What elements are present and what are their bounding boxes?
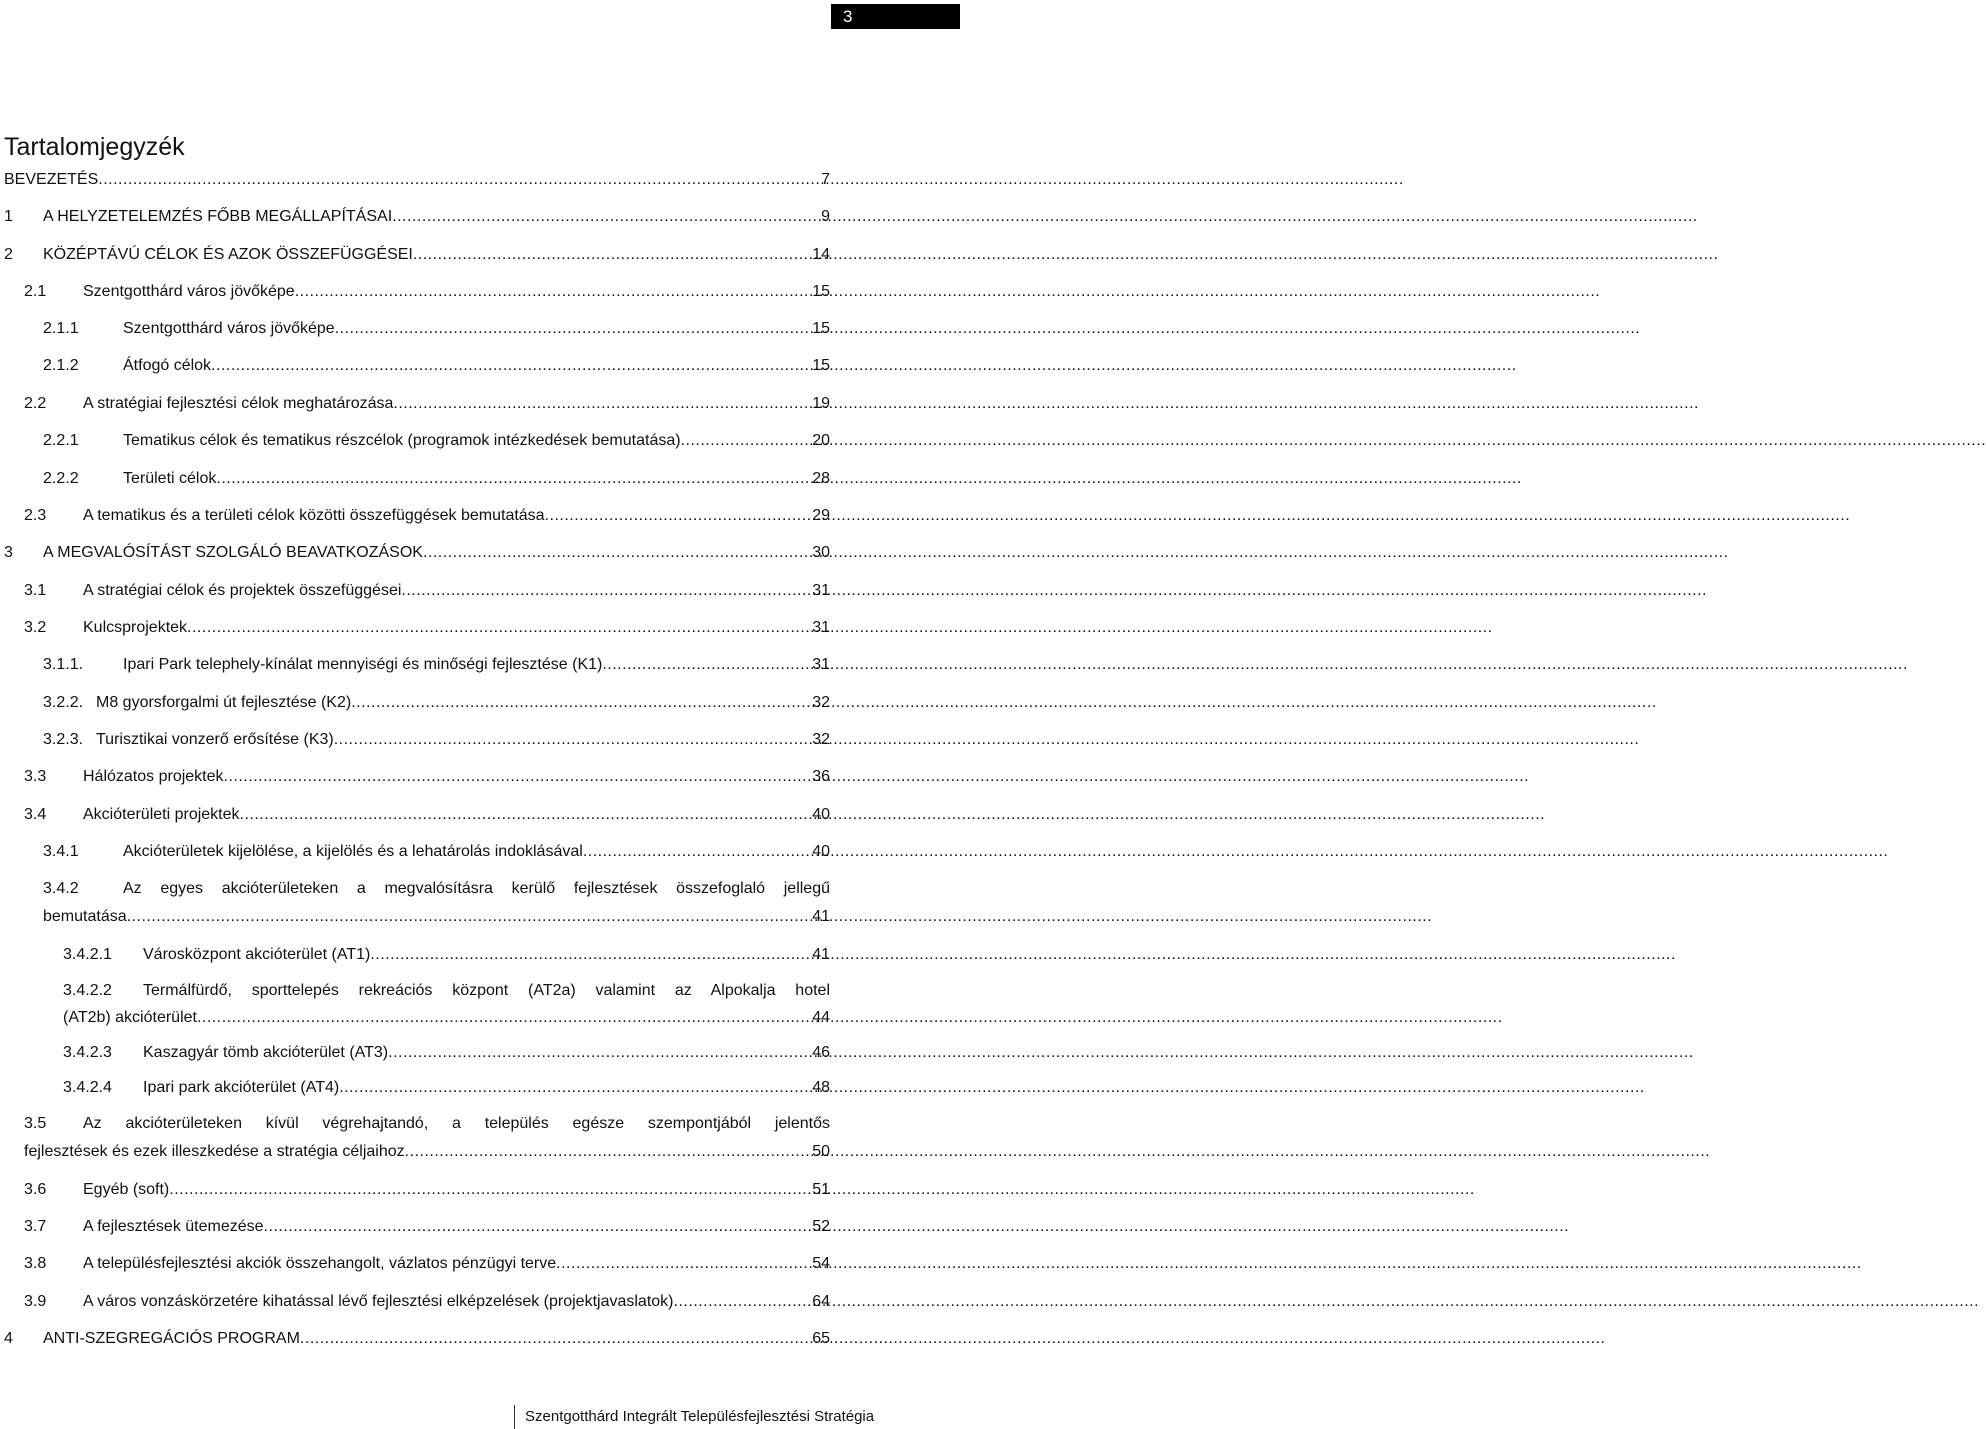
page-footer: Szentgotthárd Integrált Településfejlesztési Stratégia — [514, 1405, 916, 1429]
toc-entry-page: 64 — [812, 1293, 830, 1310]
toc-entry-title: A stratégiai fejlesztési célok meghatározása — [83, 395, 394, 412]
toc-entry-3-7[interactable] — [24, 1217, 830, 1237]
toc-entry-title: Egyéb (soft) — [83, 1181, 170, 1198]
toc-entry-3-4-2-3[interactable] — [63, 1043, 830, 1063]
toc-entry-number: 3.5 — [24, 1115, 47, 1132]
toc-entry-number: 3.6 — [24, 1181, 47, 1198]
toc-entry-2-1-1[interactable] — [43, 319, 830, 339]
toc-entry-3-4-2[interactable] — [43, 879, 830, 927]
dot-leader — [295, 282, 809, 302]
toc-entry-number: 2.1 — [24, 283, 47, 300]
toc-entry-title: A stratégiai célok és projektek összefüggései — [83, 582, 402, 599]
toc-entry-number: 2.2.1 — [43, 432, 79, 449]
dot-leader — [339, 1078, 808, 1098]
toc-entry-number: 3.4.1 — [43, 843, 79, 860]
toc-entry-page: 9 — [821, 208, 830, 225]
toc-entry-title-line2: bemutatása — [43, 908, 127, 925]
dot-leader — [423, 543, 808, 563]
dot-leader — [127, 907, 809, 927]
toc-entry-2-2-2[interactable] — [43, 469, 830, 489]
toc-entry-3-1-1[interactable] — [43, 655, 830, 675]
toc-entry-page: 7 — [821, 171, 830, 188]
dot-leader — [388, 1043, 808, 1063]
dot-leader — [240, 805, 809, 825]
toc-entry-page: 41 — [812, 946, 830, 963]
toc-entry-title: ANTI-SZEGREGÁCIÓS PROGRAM — [43, 1330, 300, 1347]
toc-entry-3-5[interactable] — [24, 1114, 830, 1162]
dot-leader — [393, 394, 808, 414]
toc-entry-title: Kulcsprojektek — [83, 619, 188, 636]
toc-entry-page: 48 — [812, 1079, 830, 1096]
toc-entry-4[interactable] — [4, 1329, 830, 1349]
dot-leader — [197, 1008, 808, 1028]
toc-entry-page: 36 — [812, 768, 830, 785]
toc-entry-number: 2.2 — [24, 395, 47, 412]
dot-leader — [545, 506, 809, 526]
toc-entry-title-line1: Az akcióterületeken kívül végrehajtandó, a település egésze szempontjából jelentős — [83, 1115, 830, 1132]
toc-entry-3-4[interactable] — [24, 805, 830, 825]
toc-entry-number: 3.3 — [24, 768, 47, 785]
toc-entry-number: 3.4.2.4 — [63, 1079, 112, 1096]
toc-entry-title: Turisztikai vonzerő erősítése (K3) — [96, 731, 334, 748]
toc-entry-page: 32 — [812, 731, 830, 748]
toc-entry-number: 2 — [4, 246, 13, 263]
toc-entry-number: 3.2.2. — [43, 694, 84, 711]
toc-entry-2[interactable] — [4, 245, 830, 265]
toc-entry-title: Szentgotthárd város jövőképe — [123, 320, 335, 337]
toc-entry-page: 14 — [812, 246, 830, 263]
dot-leader — [674, 1292, 809, 1312]
toc-entry-title-line2: (AT2b) akcióterület — [63, 1009, 197, 1026]
toc-entry-number: 2.1.1 — [43, 320, 79, 337]
toc-entry-3-4-1[interactable] — [43, 842, 830, 862]
toc-entry-title: Akcióterületek kijelölése, a kijelölés és a lehatárolás indoklásával — [123, 843, 583, 860]
dot-leader — [98, 170, 817, 190]
toc-entry-title: Szentgotthárd város jövőképe — [83, 283, 295, 300]
dot-leader — [300, 1329, 808, 1349]
toc-entry-2-3[interactable] — [24, 506, 830, 526]
toc-entry-2-2-1[interactable] — [43, 431, 830, 451]
toc-entry-page: 51 — [812, 1181, 830, 1198]
dot-leader — [583, 842, 808, 862]
toc-entry-page: 20 — [812, 432, 830, 449]
toc-entry-title: M8 gyorsforgalmi út fejlesztése (K2) — [96, 694, 352, 711]
toc-entry-title: Ipari park akcióterület (AT4) — [143, 1079, 340, 1096]
toc-entry-number: 2.3 — [24, 507, 47, 524]
toc-entry-3-4-2-1[interactable] — [63, 945, 830, 965]
dot-leader — [351, 693, 808, 713]
dot-leader — [681, 431, 809, 451]
toc-entry-page: 44 — [812, 1009, 830, 1026]
toc-entry-page: 54 — [812, 1255, 830, 1272]
dot-leader — [334, 730, 808, 750]
toc-entry-3-3[interactable] — [24, 767, 830, 787]
toc-entry-3[interactable] — [4, 543, 830, 563]
dot-leader — [392, 207, 817, 227]
toc-entry-number: 3.4.2.2 — [63, 982, 112, 999]
toc-heading: Tartalomjegyzék — [4, 133, 185, 161]
dot-leader — [187, 618, 808, 638]
toc-entry-title-line1: Az egyes akcióterületeken a megvalósításra kerülő fejlesztések összefoglaló jellegű — [123, 880, 830, 897]
toc-entry-number: 3.9 — [24, 1293, 47, 1310]
toc-entry-number: 3.8 — [24, 1255, 47, 1272]
toc-entry-page: 46 — [812, 1044, 830, 1061]
toc-entry-number: 3.7 — [24, 1218, 47, 1235]
toc-entry-page: 28 — [812, 470, 830, 487]
toc-entry-number: 3 — [4, 544, 13, 561]
toc-entry-page: 65 — [812, 1330, 830, 1347]
dot-leader — [602, 655, 808, 675]
dot-leader — [370, 945, 808, 965]
dot-leader — [264, 1217, 809, 1237]
toc-entry-page: 50 — [812, 1143, 830, 1160]
toc-entry-title: A város vonzáskörzetére kihatással lévő fejlesztési elképzelések (projektjavaslatok) — [83, 1293, 674, 1310]
toc-entry-2-1[interactable] — [24, 282, 830, 302]
toc-entry-number: 3.4.2.1 — [63, 946, 112, 963]
toc-entry-page: 31 — [812, 656, 830, 673]
toc-entry-number: 3.4.2 — [43, 880, 79, 897]
toc-entry-page: 41 — [812, 908, 830, 925]
toc-entry-3-9[interactable] — [24, 1292, 830, 1312]
page-number-badge: 3 — [831, 4, 960, 29]
toc-entry-number: 2.2.2 — [43, 470, 79, 487]
dot-leader — [169, 1180, 808, 1200]
dot-leader — [211, 356, 808, 376]
toc-entry-3-4-2-4[interactable] — [63, 1078, 830, 1098]
toc-entry-title: A MEGVALÓSÍTÁST SZOLGÁLÓ BEAVATKOZÁSOK — [43, 544, 423, 561]
dot-leader — [405, 1142, 809, 1162]
toc-entry-number: 4 — [4, 1330, 13, 1347]
toc-entry-number: 1 — [4, 208, 13, 225]
toc-entry-bevezetes[interactable] — [4, 170, 830, 190]
toc-entry-page: 40 — [812, 843, 830, 860]
toc-entry-title: A HELYZETELEMZÉS FŐBB MEGÁLLAPÍTÁSAI — [43, 208, 393, 225]
toc-entry-page: 40 — [812, 806, 830, 823]
toc-entry-3-6[interactable] — [24, 1180, 830, 1200]
toc-entry-2-2[interactable] — [24, 394, 830, 414]
toc-entry-title: Átfogó célok — [123, 357, 212, 374]
dot-leader — [216, 469, 808, 489]
toc-entry-title-line2: fejlesztések és ezek illeszkedése a stratégia céljaihoz — [24, 1143, 405, 1160]
toc-entry-3-2[interactable] — [24, 618, 830, 638]
dot-leader — [401, 581, 808, 601]
toc-entry-3-8[interactable] — [24, 1254, 830, 1274]
toc-entry-title: Hálózatos projektek — [83, 768, 224, 785]
toc-entry-3-4-2-2[interactable] — [63, 981, 830, 1028]
toc-entry-number: 3.2 — [24, 619, 47, 636]
toc-entry-page: 15 — [812, 357, 830, 374]
dot-leader — [335, 319, 809, 339]
toc-entry-title: A tematikus és a területi célok közötti összefüggések bemutatása — [83, 507, 545, 524]
toc-entry-number: 3.1.1. — [43, 656, 84, 673]
toc-entry-3-2-2[interactable] — [43, 693, 830, 713]
toc-entry-3-2-3[interactable] — [43, 730, 830, 750]
toc-entry-page: 32 — [812, 694, 830, 711]
toc-entry-page: 15 — [812, 283, 830, 300]
toc-entry-page: 15 — [812, 320, 830, 337]
toc-entry-title: Tematikus célok és tematikus részcélok (programok intézkedések bemutatása) — [123, 432, 681, 449]
toc-entry-number: 3.4.2.3 — [63, 1044, 112, 1061]
toc-entry-title: Ipari Park telephely-kínálat mennyiségi és minőségi fejlesztése (K1) — [123, 656, 603, 673]
toc-entry-number: 2.1.2 — [43, 357, 79, 374]
toc-entry-title: Akcióterületi projektek — [83, 806, 240, 823]
toc-entry-page: 30 — [812, 544, 830, 561]
toc-entry-2-1-2[interactable] — [43, 356, 830, 376]
toc-entry-title: Kaszagyár tömb akcióterület (AT3) — [143, 1044, 389, 1061]
toc-entry-title: BEVEZETÉS — [4, 171, 99, 188]
toc-entry-title: KÖZÉPTÁVÚ CÉLOK ÉS AZOK ÖSSZEFÜGGÉSEI — [43, 246, 413, 263]
toc-entry-title: A településfejlesztési akciók összehangolt, vázlatos pénzügyi terve — [83, 1255, 557, 1272]
dot-leader — [413, 245, 808, 265]
toc-entry-title: Városközpont akcióterület (AT1) — [143, 946, 371, 963]
toc-entry-page: 31 — [812, 582, 830, 599]
toc-entry-page: 19 — [812, 395, 830, 412]
dot-leader — [224, 767, 809, 787]
toc-entry-title-line1: Termálfürdő, sporttelepés rekreációs központ (AT2a) valamint az Alpokalja hotel — [143, 982, 830, 999]
toc-entry-number: 3.2.3. — [43, 731, 84, 748]
toc-entry-page: 29 — [812, 507, 830, 524]
toc-entry-title: Területi célok — [123, 470, 217, 487]
dot-leader — [556, 1254, 808, 1274]
toc-entry-3-1[interactable] — [24, 581, 830, 601]
toc-entry-page: 52 — [812, 1218, 830, 1235]
toc-entry-page: 31 — [812, 619, 830, 636]
toc-entry-title: A fejlesztések ütemezése — [83, 1218, 264, 1235]
toc-entry-number: 3.4 — [24, 806, 47, 823]
toc-entry-number: 3.1 — [24, 582, 47, 599]
toc-entry-1[interactable] — [4, 207, 830, 227]
